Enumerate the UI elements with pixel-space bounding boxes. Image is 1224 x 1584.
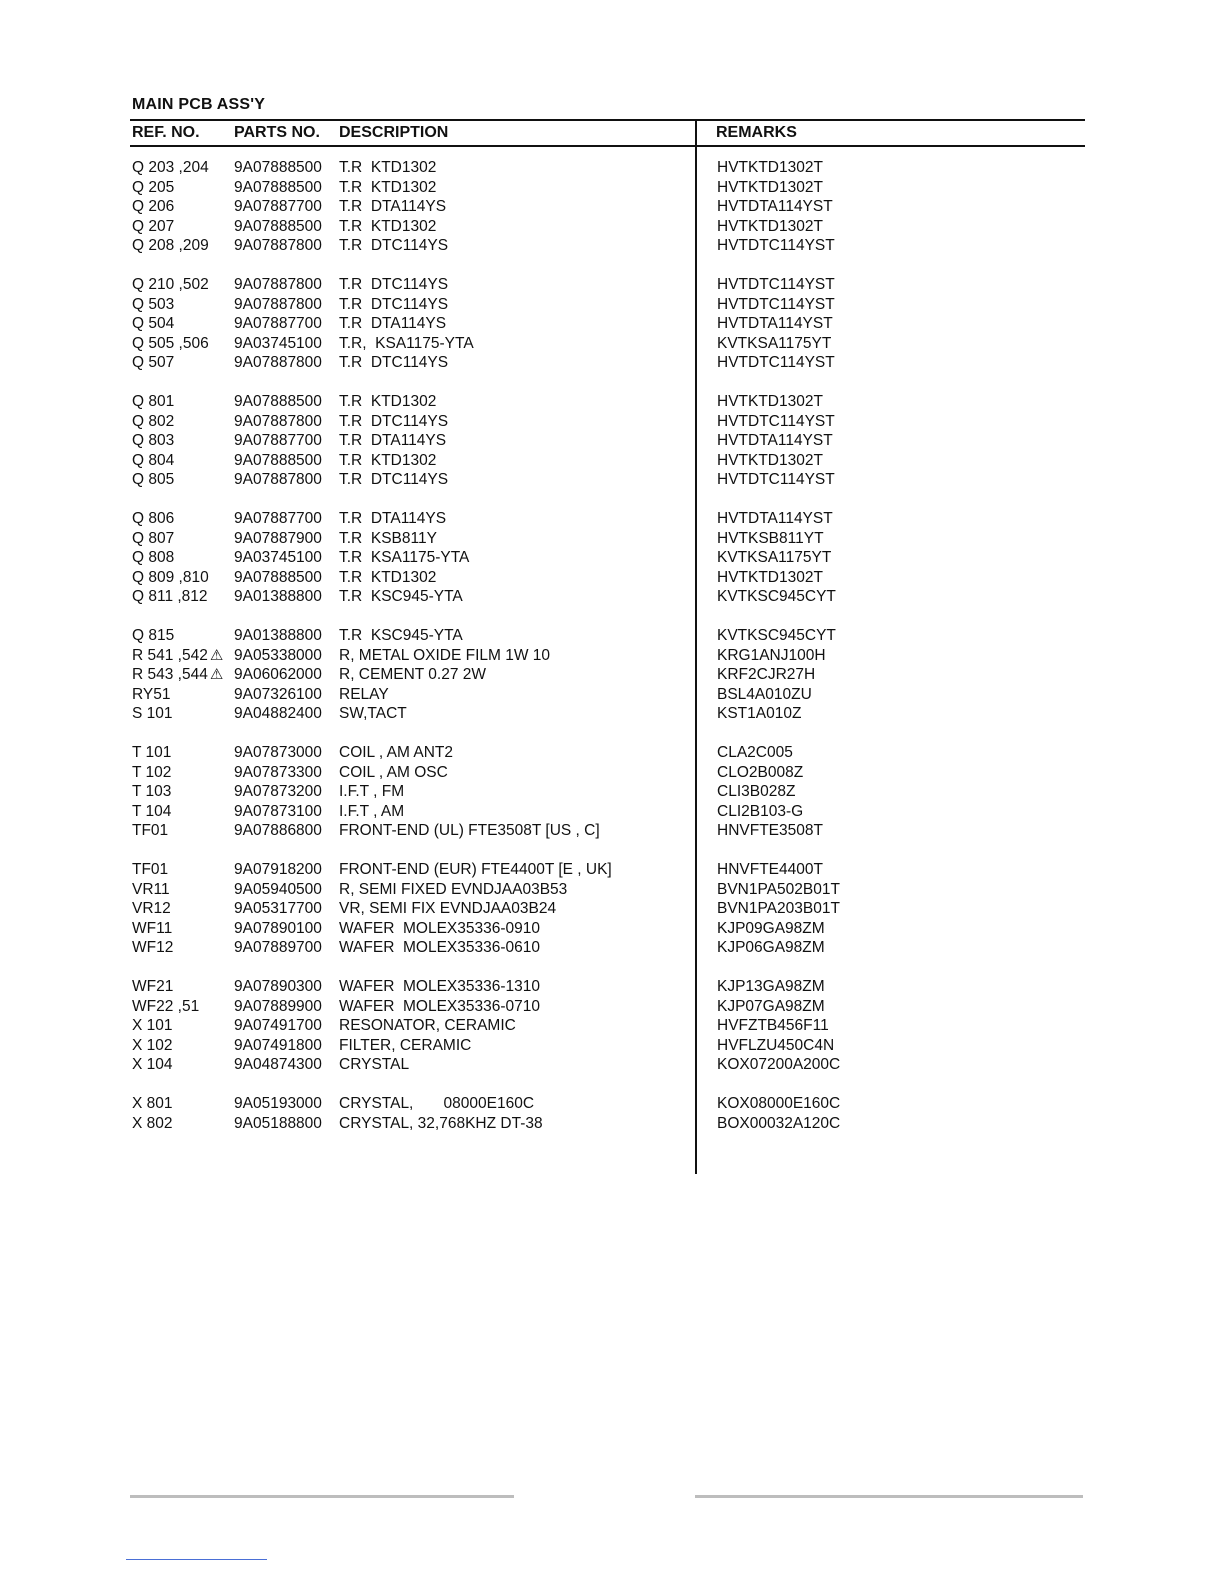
parts-no-cell: 9A07491700: [234, 1017, 322, 1034]
remarks-cell: KJP07GA98ZM: [717, 997, 825, 1015]
ref-no-cell: [132, 685, 171, 704]
table-row: [0, 860, 1224, 879]
description-cell: R, CEMENT 0.27 2W: [339, 666, 487, 683]
parts-no-cell: 9A07890300: [234, 978, 322, 995]
description-cell: R, METAL OXIDE FILM 1W 10: [339, 646, 551, 664]
description-cell: T.R DTA114YS: [339, 432, 447, 449]
table-row: [0, 1055, 1224, 1074]
table-row: [0, 275, 1224, 294]
ref-no-cell: [132, 275, 209, 294]
remarks-cell: HVTDTC114YST: [717, 354, 835, 371]
section-title: MAIN PCB ASS'Y: [132, 96, 266, 113]
remarks-cell: CLA2C005: [717, 744, 793, 761]
ref-no-cell: [132, 1114, 173, 1133]
ref-no-text: Q 802: [132, 412, 175, 430]
remarks-cell: HVTDTC114YST: [717, 237, 835, 254]
remarks-cell: KVTKSA1175YT: [717, 549, 832, 566]
remarks-cell: HVTKTD1302T: [717, 451, 823, 469]
table-row: [0, 295, 1224, 314]
table-row: [0, 548, 1224, 567]
ref-no-text: WF11: [132, 919, 173, 937]
remarks-cell: KOX08000E160C: [717, 1095, 841, 1112]
parts-no-cell: 9A07887800: [234, 237, 322, 254]
parts-no-cell: 9A07888500: [234, 451, 322, 469]
table-row: [0, 1036, 1224, 1055]
remarks-cell: KVTKSC945CYT: [717, 588, 836, 605]
footer-bar-right: [695, 1495, 1083, 1498]
description-cell: T.R DTC114YS: [339, 471, 449, 488]
description-cell: T.R KSC945-YTA: [339, 627, 463, 644]
table-row: [0, 392, 1224, 411]
parts-no-cell: 9A01388800: [234, 627, 322, 644]
ref-no-cell: [132, 470, 174, 489]
remarks-cell: KOX07200A200C: [717, 1056, 841, 1073]
parts-no-cell: 9A07887700: [234, 510, 322, 527]
parts-no-cell: 9A07888500: [234, 159, 322, 176]
remarks-cell: BVN1PA502B01T: [717, 880, 840, 898]
description-cell: T.R KTD1302: [339, 217, 437, 235]
ref-no-text: Q 503: [132, 295, 175, 313]
ref-no-text: X 102: [132, 1036, 173, 1054]
table-row: [0, 899, 1224, 918]
remarks-cell: BSL4A010ZU: [717, 685, 812, 703]
parts-no-cell: 9A07887900: [234, 529, 322, 547]
parts-no-cell: 9A04874300: [234, 1056, 322, 1073]
parts-no-cell: 9A04882400: [234, 705, 322, 722]
description-cell: CRYSTAL, 32,768KHZ DT-38: [339, 1114, 543, 1132]
table-row: [0, 665, 1224, 684]
safety-warning-icon: ⚠: [209, 646, 224, 664]
remarks-cell: BVN1PA203B01T: [717, 900, 840, 917]
description-cell: VR, SEMI FIX EVNDJAA03B24: [339, 900, 557, 917]
description-cell: T.R KTD1302: [339, 159, 437, 176]
ref-no-text: Q 807: [132, 529, 175, 547]
table-row: [0, 919, 1224, 938]
ref-no-cell: [132, 646, 223, 665]
table-row: [0, 626, 1224, 645]
ref-no-text: Q 809 ,810: [132, 568, 209, 586]
table-row: [0, 997, 1224, 1016]
description-cell: FILTER, CERAMIC: [339, 1036, 472, 1054]
ref-no-cell: [132, 782, 171, 801]
table-row: [0, 236, 1224, 255]
remarks-cell: HVTDTA114YST: [717, 510, 833, 527]
ref-no-cell: [132, 529, 174, 548]
description-cell: T.R DTC114YS: [339, 295, 449, 313]
parts-no-cell: 9A06062000: [234, 666, 322, 683]
parts-no-cell: 9A07887800: [234, 354, 322, 371]
parts-no-cell: 9A05193000: [234, 1095, 322, 1112]
description-cell: SW,TACT: [339, 705, 407, 722]
ref-no-text: Q 815: [132, 627, 175, 644]
ref-no-cell: [132, 880, 170, 899]
table-row: [0, 763, 1224, 782]
remarks-cell: HVFZTB456F11: [717, 1017, 829, 1034]
ref-no-text: Q 507: [132, 354, 175, 371]
parts-no-cell: 9A07918200: [234, 861, 322, 878]
ref-no-text: X 801: [132, 1095, 173, 1112]
table-row: [0, 509, 1224, 528]
ref-no-text: Q 205: [132, 178, 175, 196]
parts-no-cell: 9A05188800: [234, 1114, 322, 1132]
ref-no-cell: [132, 548, 174, 567]
ref-no-text: T 101: [132, 744, 172, 761]
description-cell: T.R KTD1302: [339, 451, 437, 469]
description-cell: T.R KTD1302: [339, 393, 437, 410]
remarks-cell: KRF2CJR27H: [717, 666, 816, 683]
ref-no-text: X 101: [132, 1017, 173, 1034]
remarks-cell: HNVFTE3508T: [717, 822, 823, 839]
parts-no-cell: 9A07887800: [234, 276, 322, 293]
table-row: [0, 782, 1224, 801]
header-remarks: REMARKS: [716, 124, 797, 141]
description-cell: T.R DTA114YS: [339, 510, 447, 527]
table-row: [0, 880, 1224, 899]
parts-no-cell: 9A07887700: [234, 432, 322, 449]
remarks-cell: HVTKTD1302T: [717, 178, 823, 196]
ref-no-text: R 543 ,544: [132, 666, 208, 683]
ref-no-cell: [132, 821, 168, 840]
ref-no-cell: [132, 568, 209, 587]
parts-no-cell: 9A07873200: [234, 783, 322, 800]
table-row: [0, 158, 1224, 177]
parts-no-cell: 9A07887800: [234, 471, 322, 488]
remarks-cell: HVTDTC114YST: [717, 295, 835, 313]
ref-no-text: RY51: [132, 685, 171, 703]
remarks-cell: HVTDTA114YST: [717, 315, 833, 332]
ref-no-cell: [132, 178, 174, 197]
parts-no-cell: 9A07890100: [234, 919, 322, 937]
parts-no-cell: 9A07888500: [234, 568, 322, 586]
table-row: [0, 431, 1224, 450]
ref-no-cell: [132, 392, 174, 411]
ref-no-cell: [132, 197, 174, 216]
ref-no-text: Q 206: [132, 198, 175, 215]
remarks-cell: KVTKSA1175YT: [717, 334, 832, 352]
remarks-cell: HVTKTD1302T: [717, 217, 823, 235]
table-row: [0, 938, 1224, 957]
ref-no-text: TF01: [132, 822, 169, 839]
ref-no-cell: [132, 1016, 173, 1035]
footer-link-underline: [126, 1559, 267, 1560]
ref-no-cell: [132, 412, 174, 431]
remarks-cell: HVTDTC114YST: [717, 471, 835, 488]
description-cell: T.R KTD1302: [339, 568, 437, 586]
parts-no-cell: 9A07888500: [234, 178, 322, 196]
table-row: [0, 529, 1224, 548]
ref-no-cell: [132, 899, 171, 918]
parts-no-cell: 9A07889700: [234, 939, 322, 956]
table-row: [0, 314, 1224, 333]
parts-no-cell: 9A07888500: [234, 217, 322, 235]
description-cell: I.F.T , AM: [339, 802, 405, 820]
description-cell: T.R KTD1302: [339, 178, 437, 196]
ref-no-cell: [132, 860, 168, 879]
remarks-cell: KJP06GA98ZM: [717, 939, 825, 956]
remarks-cell: KJP13GA98ZM: [717, 978, 825, 995]
remarks-cell: HVTKSB811YT: [717, 529, 824, 547]
ref-no-text: VR12: [132, 900, 171, 917]
table-row: [0, 704, 1224, 723]
table-row: [0, 568, 1224, 587]
ref-no-cell: [132, 802, 171, 821]
remarks-cell: BOX00032A120C: [717, 1114, 841, 1132]
remarks-cell: HVTKTD1302T: [717, 159, 823, 176]
footer-bar-left: [130, 1495, 514, 1498]
ref-no-text: S 101: [132, 705, 173, 722]
ref-no-cell: [132, 314, 174, 333]
parts-no-cell: 9A07886800: [234, 822, 322, 839]
remarks-cell: KVTKSC945CYT: [717, 627, 836, 644]
table-row: [0, 197, 1224, 216]
ref-no-cell: [132, 295, 174, 314]
ref-no-text: Q 803: [132, 432, 175, 449]
description-cell: RESONATOR, CERAMIC: [339, 1017, 516, 1034]
ref-no-text: TF01: [132, 861, 169, 878]
ref-no-cell: [132, 334, 209, 353]
ref-no-text: Q 208 ,209: [132, 237, 209, 254]
description-cell: COIL , AM OSC: [339, 763, 448, 781]
parts-no-cell: 9A07889900: [234, 997, 322, 1015]
ref-no-cell: [132, 217, 174, 236]
remarks-cell: HVTDTC114YST: [717, 412, 835, 430]
ref-no-cell: [132, 587, 208, 606]
ref-no-cell: [132, 997, 199, 1016]
ref-no-cell: [132, 158, 209, 177]
table-row: [0, 178, 1224, 197]
ref-no-text: X 104: [132, 1056, 173, 1073]
table-row: [0, 743, 1224, 762]
ref-no-text: Q 811 ,812: [132, 588, 208, 605]
remarks-cell: HVTDTC114YST: [717, 276, 835, 293]
parts-no-cell: 9A07491800: [234, 1036, 322, 1054]
ref-no-cell: [132, 1094, 173, 1113]
ref-no-text: Q 801: [132, 393, 175, 410]
ref-no-cell: [132, 1036, 173, 1055]
remarks-cell: HVTKTD1302T: [717, 568, 823, 586]
table-row: [0, 1094, 1224, 1113]
header-ref-no: REF. NO.: [132, 124, 200, 141]
ref-no-cell: [132, 665, 223, 684]
description-cell: T.R DTA114YS: [339, 198, 447, 215]
remarks-cell: KJP09GA98ZM: [717, 919, 825, 937]
ref-no-text: Q 806: [132, 510, 175, 527]
parts-no-cell: 9A07887700: [234, 198, 322, 215]
remarks-cell: HVFLZU450C4N: [717, 1036, 835, 1054]
ref-no-text: Q 504: [132, 315, 175, 332]
remarks-cell: HVTKTD1302T: [717, 393, 823, 410]
ref-no-cell: [132, 353, 174, 372]
ref-no-text: VR11: [132, 880, 170, 898]
ref-no-text: T 102: [132, 763, 172, 781]
ref-no-cell: [132, 704, 173, 723]
remarks-cell: KRG1ANJ100H: [717, 646, 826, 664]
table-row: [0, 217, 1224, 236]
parts-no-cell: 9A07888500: [234, 393, 322, 410]
description-cell: WAFER MOLEX35336-1310: [339, 978, 541, 995]
description-cell: I.F.T , FM: [339, 783, 405, 800]
table-row: [0, 977, 1224, 996]
parts-no-cell: 9A07326100: [234, 685, 322, 703]
remarks-cell: KST1A010Z: [717, 705, 802, 722]
ref-no-text: R 541 ,542: [132, 646, 208, 664]
remarks-cell: CLI2B103-G: [717, 802, 804, 820]
ref-no-cell: [132, 451, 174, 470]
ref-no-cell: [132, 509, 174, 528]
description-cell: T.R DTC114YS: [339, 276, 449, 293]
ref-no-cell: [132, 743, 171, 762]
table-row: [0, 1016, 1224, 1035]
table-row: [0, 451, 1224, 470]
parts-no-cell: 9A01388800: [234, 588, 322, 605]
ref-no-cell: [132, 1055, 173, 1074]
description-cell: FRONT-END (EUR) FTE4400T [E , UK]: [339, 861, 612, 878]
table-row: [0, 412, 1224, 431]
table-row: [0, 646, 1224, 665]
description-cell: WAFER MOLEX35336-0610: [339, 939, 541, 956]
parts-no-cell: 9A07887800: [234, 412, 322, 430]
ref-no-cell: [132, 763, 171, 782]
parts-no-cell: 9A05940500: [234, 880, 322, 898]
ref-no-text: Q 210 ,502: [132, 276, 209, 293]
description-cell: T.R DTC114YS: [339, 237, 449, 254]
description-cell: WAFER MOLEX35336-0710: [339, 997, 541, 1015]
parts-no-cell: 9A07887700: [234, 315, 322, 332]
description-cell: CRYSTAL: [339, 1056, 410, 1073]
parts-no-cell: 9A07873000: [234, 744, 322, 761]
ref-no-text: Q 203 ,204: [132, 159, 209, 176]
table-top-rule: [130, 119, 1085, 121]
table-row: [0, 1114, 1224, 1133]
header-description: DESCRIPTION: [339, 124, 449, 141]
description-cell: T.R KSB811Y: [339, 529, 437, 547]
ref-no-cell: [132, 938, 173, 957]
remarks-cell: CLO2B008Z: [717, 763, 804, 781]
parts-no-cell: 9A07873300: [234, 763, 322, 781]
ref-no-text: T 104: [132, 802, 172, 820]
description-cell: T.R DTC114YS: [339, 412, 449, 430]
remarks-cell: CLI3B028Z: [717, 783, 796, 800]
ref-no-text: WF12: [132, 939, 174, 956]
ref-no-text: Q 505 ,506: [132, 334, 209, 352]
parts-no-cell: 9A03745100: [234, 334, 322, 352]
ref-no-text: Q 207: [132, 217, 175, 235]
header-bottom-rule: [130, 145, 1085, 147]
parts-no-cell: 9A03745100: [234, 549, 322, 566]
ref-no-text: WF21: [132, 978, 174, 995]
remarks-cell: HVTDTA114YST: [717, 432, 833, 449]
table-row: [0, 353, 1224, 372]
ref-no-text: T 103: [132, 783, 172, 800]
ref-no-cell: [132, 236, 209, 255]
description-cell: CRYSTAL, 08000E160C: [339, 1095, 535, 1112]
ref-no-text: WF22 ,51: [132, 997, 200, 1015]
table-row: [0, 587, 1224, 606]
ref-no-text: X 802: [132, 1114, 173, 1132]
ref-no-cell: [132, 431, 174, 450]
table-row: [0, 821, 1224, 840]
table-row: [0, 334, 1224, 353]
ref-no-text: Q 805: [132, 471, 175, 488]
ref-no-text: Q 808: [132, 549, 175, 566]
remarks-cell: HVTDTA114YST: [717, 198, 833, 215]
parts-no-cell: 9A07873100: [234, 802, 322, 820]
description-cell: T.R, KSA1175-YTA: [339, 334, 474, 352]
safety-warning-icon: ⚠: [209, 666, 224, 683]
parts-no-cell: 9A07887800: [234, 295, 322, 313]
description-cell: RELAY: [339, 685, 389, 703]
description-cell: COIL , AM ANT2: [339, 744, 453, 761]
table-row: [0, 685, 1224, 704]
description-cell: WAFER MOLEX35336-0910: [339, 919, 541, 937]
ref-no-cell: [132, 626, 174, 645]
table-row: [0, 470, 1224, 489]
ref-no-cell: [132, 977, 173, 996]
description-cell: T.R DTC114YS: [339, 354, 449, 371]
description-cell: T.R KSA1175-YTA: [339, 549, 470, 566]
header-parts-no: PARTS NO.: [234, 124, 320, 141]
table-row: [0, 802, 1224, 821]
description-cell: R, SEMI FIXED EVNDJAA03B53: [339, 880, 568, 898]
description-cell: T.R DTA114YS: [339, 315, 447, 332]
parts-no-cell: 9A05338000: [234, 646, 322, 664]
description-cell: T.R KSC945-YTA: [339, 588, 463, 605]
remarks-cell: HNVFTE4400T: [717, 861, 823, 878]
ref-no-cell: [132, 919, 172, 938]
parts-no-cell: 9A05317700: [234, 900, 322, 917]
ref-no-text: Q 804: [132, 451, 175, 469]
description-cell: FRONT-END (UL) FTE3508T [US , C]: [339, 822, 600, 839]
